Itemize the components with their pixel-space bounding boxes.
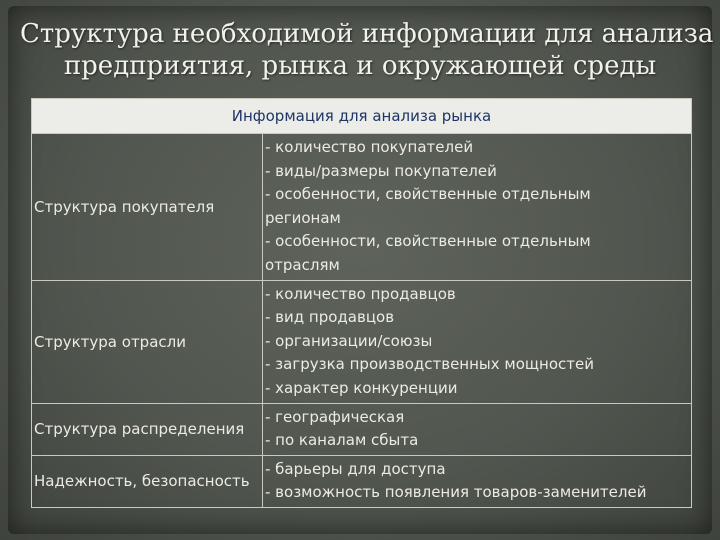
detail-line: отраслям [265, 255, 340, 274]
detail-line: - географическая [265, 407, 405, 426]
table-header: Информация для анализа рынка [32, 99, 692, 134]
row-details [263, 280, 692, 403]
row-details [263, 134, 692, 281]
row-label: Структура распределения [32, 403, 263, 455]
detail-line: регионам [265, 208, 341, 227]
row-label: Структура отрасли [32, 280, 263, 403]
detail-line: - возможность появления товаров-заменителей [265, 483, 647, 502]
title-line-2: предприятия, рынка и окружающей среды [63, 51, 657, 81]
row-label: Надежность, безопасность [32, 455, 263, 507]
table-row [32, 455, 692, 507]
detail-line: - характер конкуренции [265, 378, 458, 397]
table-header-row [32, 99, 692, 134]
detail-line: - по каналам сбыта [265, 431, 419, 450]
detail-line: - особенности, свойственные отдельным [265, 232, 591, 251]
table-row [32, 403, 692, 455]
title-line-1: Структура необходимой информации для анализа [20, 19, 714, 49]
detail-line: - загрузка производственных мощностей [265, 355, 594, 374]
table-row [32, 134, 692, 281]
detail-line: - виды/размеры покупателей [265, 161, 497, 180]
table-row [32, 280, 692, 403]
row-details [263, 403, 692, 455]
row-details [263, 455, 692, 507]
detail-line: - количество продавцов [265, 284, 456, 303]
detail-line: - особенности, свойственные отдельным [265, 185, 591, 204]
slide-title [20, 18, 714, 82]
row-label: Структура покупателя [32, 134, 263, 281]
market-info-table [31, 98, 692, 508]
detail-line: - организации/союзы [265, 331, 433, 350]
detail-line: - количество покупателей [265, 138, 474, 156]
detail-line: - вид продавцов [265, 308, 395, 327]
detail-line: - барьеры для доступа [265, 459, 446, 478]
